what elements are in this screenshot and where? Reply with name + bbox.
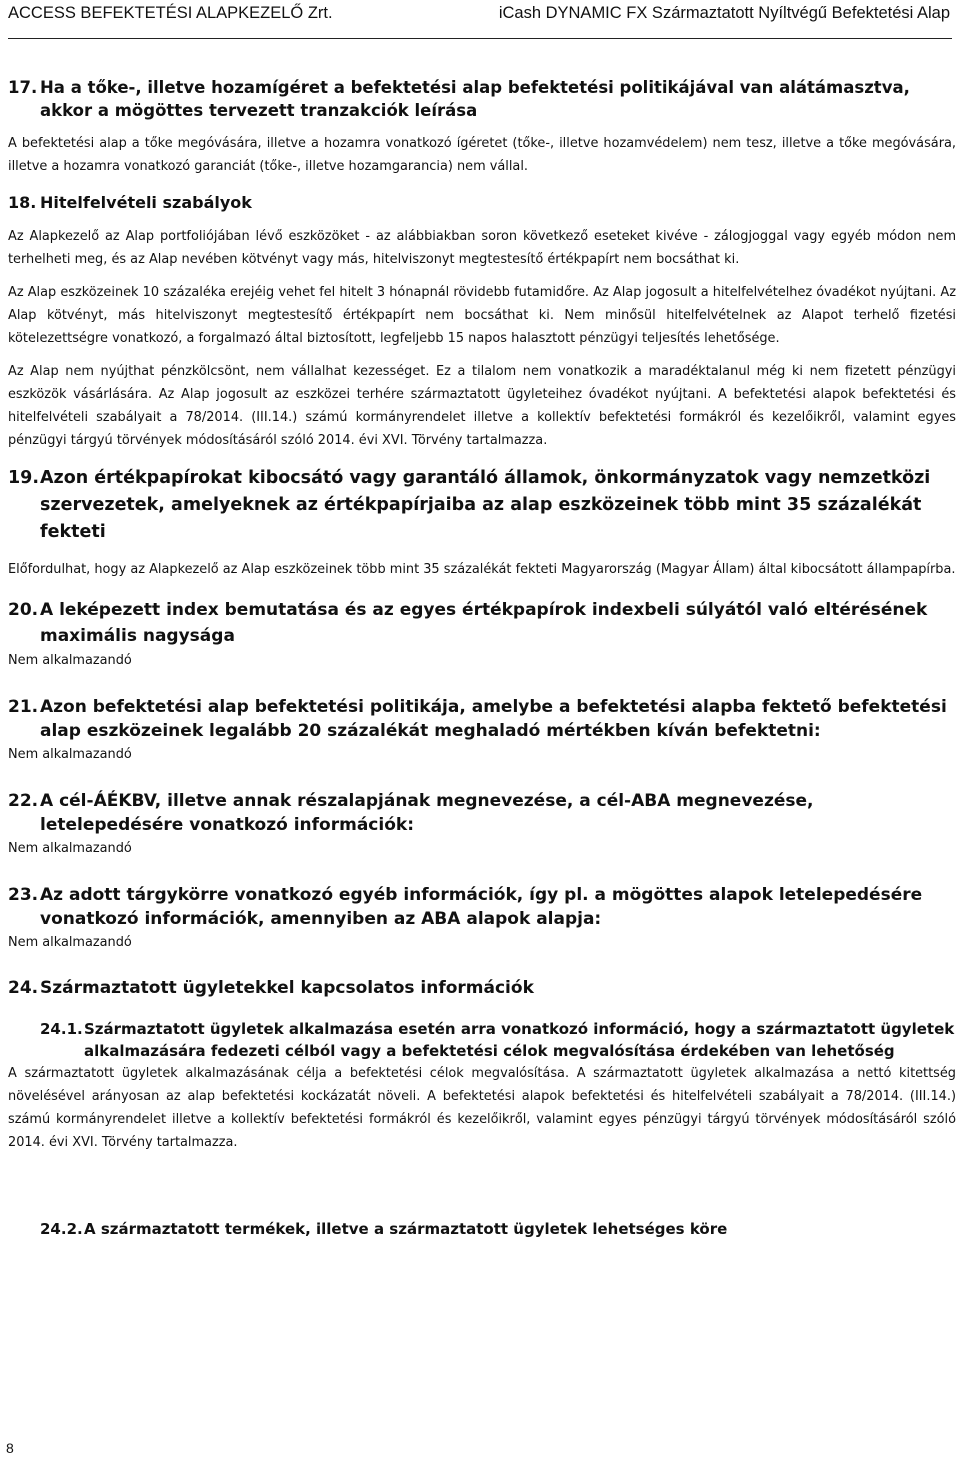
section-21-heading xyxy=(8,695,956,743)
section-number: 17. xyxy=(8,78,38,97)
section-24-heading xyxy=(8,976,956,1000)
section-number: 24.2. xyxy=(40,1220,83,1238)
header-fund-name: iCash DYNAMIC FX Származtatott Nyíltvégű Befektetési Alap xyxy=(498,4,950,22)
section-22-paragraph: Nem alkalmazandó xyxy=(8,841,132,856)
section-number: 24. xyxy=(8,978,39,998)
section-20-heading xyxy=(8,597,956,649)
section-title: Származtatott ügyletek alkalmazása esetén arra vonatkozó információ, hogy a származtatott ügyletek alkalmazására fedezeti célból vagy a befektetési célok megvalósítása érdekében van lehetőség xyxy=(84,1020,955,1060)
section-title: Származtatott ügyletekkel kapcsolatos információk xyxy=(40,978,534,998)
section-number: 22. xyxy=(8,791,39,811)
section-title: A cél-ÁÉKBV, illetve annak részalapjának megnevezése, a cél-ABA megnevezése, letelepedésére vonatkozó információk: xyxy=(40,791,814,835)
section-23-heading xyxy=(8,883,956,931)
section-24-2-heading xyxy=(8,1218,956,1240)
section-19-paragraph: Előfordulhat, hogy az Alapkezelő az Alap eszközeinek több mint 35 százalékát fekteti Magyarország (Magyar Állam) által kibocsátott állampapírba. xyxy=(8,562,956,577)
section-title: Azon befektetési alap befektetési politikája, amelybe a befektetési alapba fektető befektetési alap eszközeinek legalább 20 százalékát meghaladó mértékben kíván befektetni: xyxy=(40,697,947,741)
section-title: Azon értékpapírokat kibocsátó vagy garantáló államok, önkormányzatok vagy nemzetközi szervezetek, amelyeknek az értékpapírjaiba az alap eszközeinek több mint 35 százalékát fekteti xyxy=(40,468,931,542)
section-18-paragraph-1: Az Alapkezelő az Alap portfoliójában lévő eszközöket - az alábbiakban soron következő eseteket kivéve - zálogjoggal vagy egyéb módon nem terhelheti meg, és az Alap nevében kötvényt vagy más, hitelviszonyt megtestesítő értékpapírt nem bocsáthat ki. xyxy=(8,229,956,267)
section-20-paragraph: Nem alkalmazandó xyxy=(8,653,132,668)
section-title: Hitelfelvételi szabályok xyxy=(40,193,252,212)
section-title: A leképezett index bemutatása és az egyes értékpapírok indexbeli súlyától való eltérésének maximális nagysága xyxy=(40,600,928,646)
section-24-1-heading xyxy=(8,1018,956,1062)
section-18-paragraph-2: Az Alap eszközeinek 10 százaléka erejéig vehet fel hitelt 3 hónapnál rövidebb futamidőre. Az Alap jogosult a hitelfelvételhez óvadékot nyújtani. Az Alap kötvényt, más hitelviszonyt megtestesítő értékpapírt nem bocsáthat ki. Nem minősül hitelfelvételnek az Alapot terhelő fizetési kötelezettségre vonatkozó, a forgalmazó által biztosított, legfeljebb 15 napos halasztott pénzügyi teljesítés lehetősége. xyxy=(8,285,956,346)
section-number: 21. xyxy=(8,697,39,717)
section-title: A származtatott termékek, illetve a származtatott ügyletek lehetséges köre xyxy=(84,1220,728,1238)
section-19-heading xyxy=(8,465,956,546)
page-header xyxy=(8,4,952,30)
section-18-heading xyxy=(8,191,956,214)
header-company-name: ACCESS BEFEKTETÉSI ALAPKEZELŐ Zrt. xyxy=(8,4,333,22)
section-21-paragraph: Nem alkalmazandó xyxy=(8,747,132,762)
section-number: 19. xyxy=(8,468,40,488)
section-number: 18. xyxy=(8,193,37,212)
section-number: 23. xyxy=(8,885,39,905)
section-24-1-paragraph: A származtatott ügyletek alkalmazásának célja a befektetési célok megvalósítása. A származtatott ügyletek alkalmazása a nettó kitettség növelésével arányosan az alap befektetési kockázatát növeli. A befektetési alapok befektetési és hitelfelvételi szabályait a 78/2014. (III.14.) számú kormányrendelet illetve a kollektív befektetési formákról és kezelőikről, valamint egyes pénzügyi tárgyú törvények módosításáról szóló 2014. évi XVI. Törvény tartalmazza. xyxy=(8,1066,956,1150)
section-title: Ha a tőke-, illetve hozamígéret a befektetési alap befektetési politikájával van alátámasztva, akkor a mögöttes tervezett tranzakciók leírása xyxy=(40,78,910,120)
section-number: 20. xyxy=(8,600,39,620)
section-18-paragraph-3: Az Alap nem nyújthat pénzkölcsönt, nem vállalhat kezességet. Ez a tilalom nem vonatkozik a maradéktalanul még ki nem fizetett pénzügyi eszközök vásárlására. Az Alap jogosult az eszközei terhére származtatott ügyleteihez óvadékot nyújtani. A befektetési alapok befektetési és hitelfelvételi szabályait a 78/2014. (III.14.) számú kormányrendelet illetve a kollektív befektetési formákról és kezelőikről, valamint egyes pénzügyi tárgyú törvények módosításáról szóló 2014. évi XVI. Törvény tartalmazza. xyxy=(8,364,956,448)
section-17-heading xyxy=(8,76,956,122)
section-23-paragraph: Nem alkalmazandó xyxy=(8,935,132,950)
section-22-heading xyxy=(8,789,956,837)
section-title: Az adott tárgykörre vonatkozó egyéb információk, így pl. a mögöttes alapok letelepedésére vonatkozó információk, amennyiben az ABA alapok alapja: xyxy=(40,885,923,929)
document-body xyxy=(8,76,956,1240)
section-17-paragraph: A befektetési alap a tőke megóvására, illetve a hozamra vonatkozó ígéretet (tőke-, illetve hozamvédelem) nem tesz, illetve a tőke megóvására, illetve a hozamra vonatkozó garanciát (tőke-, illetve hozamgarancia) nem vállal. xyxy=(8,136,956,174)
header-divider xyxy=(8,38,952,39)
section-number: 24.1. xyxy=(40,1020,83,1038)
page-number: 8 xyxy=(6,1440,14,1456)
